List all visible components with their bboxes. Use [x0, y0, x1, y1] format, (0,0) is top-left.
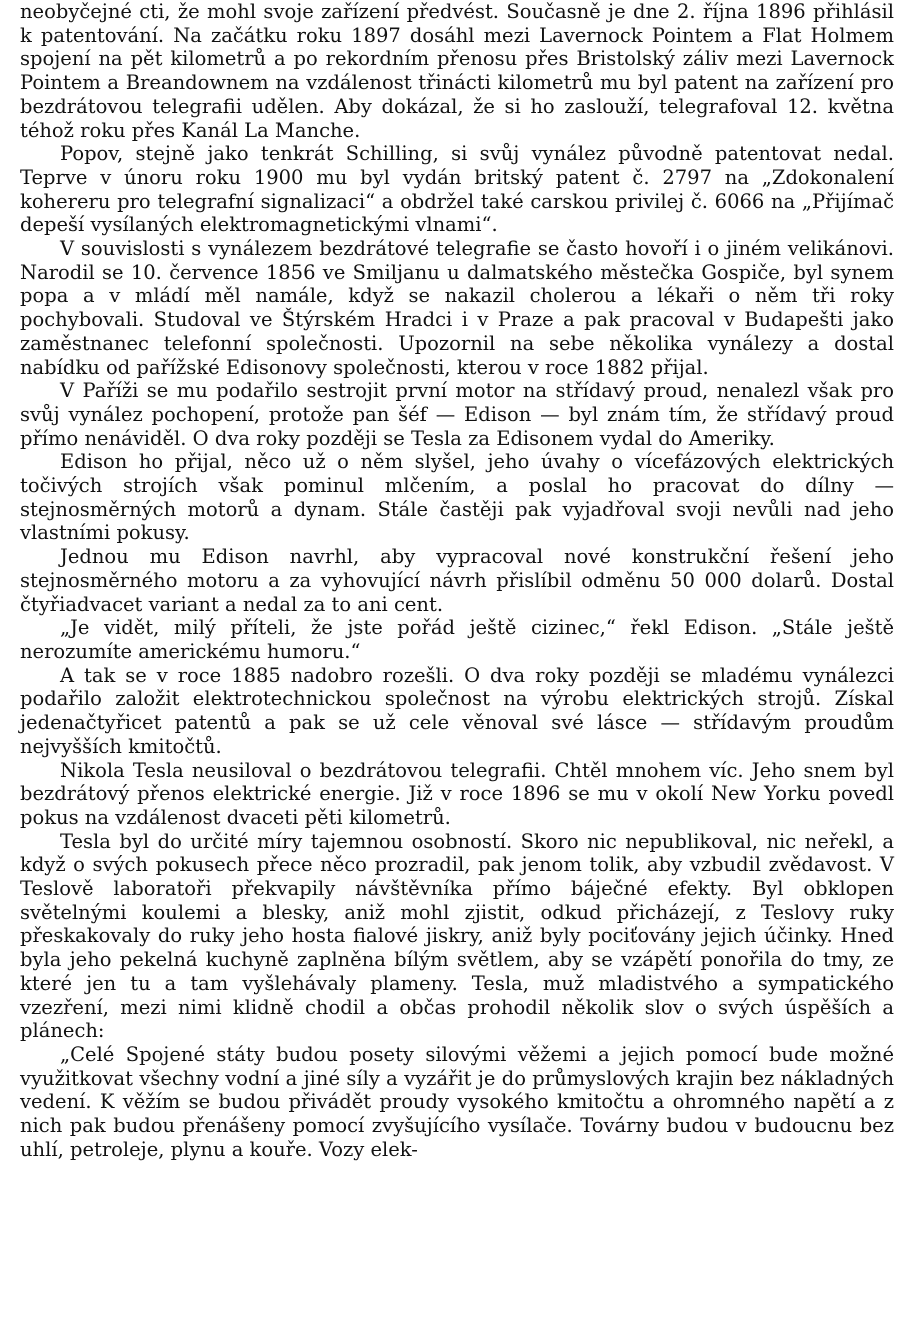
- paragraph-3: V souvislosti s vynálezem bezdrátové telegrafie se často hovoří i o jiném velikánovi. Narodil se 10. července 1856 ve Smiljanu u dalmatského městečka Gospiče, byl synem popa a v mládí měl namále, když se nakazil cholerou a lékaři o něm tři roky pochybovali. Studoval ve Štýrském Hradci i v Praze a pak pracoval v Budapešti jako zaměstnanec telefonní společnosti. Upozornil na sebe několika vynálezy a dostal nabídku od pařížské Edisonovy společnosti, kterou v roce 1882 přijal.: [20, 237, 894, 379]
- paragraph-8: A tak se v roce 1885 nadobro rozešli. O dva roky později se mladému vynálezci podařilo založit elektrotechnickou společnost na výrobu elektrických strojů. Získal jedenačtyřicet patentů a pak se už cele věnoval své lásce — střídavým proudům nejvyšších kmitočtů.: [20, 663, 894, 758]
- paragraph-10: Tesla byl do určité míry tajemnou osobností. Skoro nic nepublikoval, nic neřekl, a když o svých pokusech přece něco prozradil, pak jenom tolik, aby vzbudil zvědavost. V Teslově laboratoři překvapily návštěvníka přímo báječné efekty. Byl obklopen světelnými koulemi a blesky, aniž mohl zjistit, odkud přicházejí, z Teslovy ruky přeskakovaly do ruky jeho hosta fialové jiskry, aniž byly pociťovány jejich účinky. Hned byla jeho pekelná kuchyně zaplněna bílým světlem, aby se vzápětí ponořila do tmy, ze které jen tu a tam vyšlehávaly plameny. Tesla, muž mladistvého a sympatického vzezření, mezi nimi klidně chodil a občas prohodil několik slov o svých úspěších a plánech:: [20, 829, 894, 1043]
- paragraph-9: Nikola Tesla neusiloval o bezdrátovou telegrafii. Chtěl mnohem víc. Jeho snem byl bezdrátový přenos elektrické energie. Již v roce 1896 se mu v okolí New Yorku povedl pokus na vzdálenost dvaceti pěti kilometrů.: [20, 758, 894, 829]
- paragraph-7: „Je vidět, milý příteli, že jste pořád ještě cizinec,“ řekl Edison. „Stále ještě nerozumíte americkému humoru.“: [20, 616, 894, 663]
- paragraph-4: V Paříži se mu podařilo sestrojit první motor na střídavý proud, nenalezl však pro svůj vynález pochopení, protože pan šéf — Edison — byl znám tím, že střídavý proud přímo nenáviděl. O dva roky později se Tesla za Edisonem vydal do Ameriky.: [20, 379, 894, 450]
- paragraph-2: Popov, stejně jako tenkrát Schilling, si svůj vynález původně patentovat nedal. Teprve v únoru roku 1900 mu byl vydán britský patent č. 2797 na „Zdokonalení kohereru pro telegrafní signalizaci“ a obdržel také carskou privilej č. 6066 na „Přijímač depeší vysílaných elektromagnetickými vlnami“.: [20, 142, 894, 237]
- paragraph-1: neobyčejné cti, že mohl svoje zařízení předvést. Současně je dne 2. října 1896 přihlásil k patentování. Na začátku roku 1897 dosáhl mezi Lavernock Pointem a Flat Holmem spojení na pět kilometrů a po rekordním přenosu přes Bristolský záliv mezi Lavernock Pointem a Breandownem na vzdálenost třinácti kilometrů mu byl patent na zařízení pro bezdrátovou telegrafii udělen. Aby dokázal, že si ho zaslouží, telegrafoval 12. května téhož roku přes Kanál La Manche.: [20, 0, 894, 142]
- paragraph-11: „Celé Spojené státy budou posety silovými věžemi a jejich pomocí bude možné využitkovat všechny vodní a jiné síly a vyzářit je do průmyslových krajin bez nákladných vedení. K věžím se budou přivádět proudy vysokého kmitočtu a ohromného napětí a z nich pak budou přenášeny pomocí zvyšujícího vysílače. Továrny budou v budoucnu bez uhlí, petroleje, plynu a kouře. Vozy elek-: [20, 1042, 894, 1161]
- paragraph-5: Edison ho přijal, něco už o něm slyšel, jeho úvahy o vícefázových elektrických točivých strojích však pominul mlčením, a poslal ho pracovat do dílny — stejnosměrných motorů a dynam. Stále častěji pak vyjadřoval svoji nevůli nad jeho vlastními pokusy.: [20, 450, 894, 545]
- paragraph-6: Jednou mu Edison navrhl, aby vypracoval nové konstrukční řešení jeho stejnosměrného motoru a za vyhovující návrh přislíbil odměnu 50 000 dolarů. Dostal čtyřiadvacet variant a nedal za to ani cent.: [20, 545, 894, 616]
